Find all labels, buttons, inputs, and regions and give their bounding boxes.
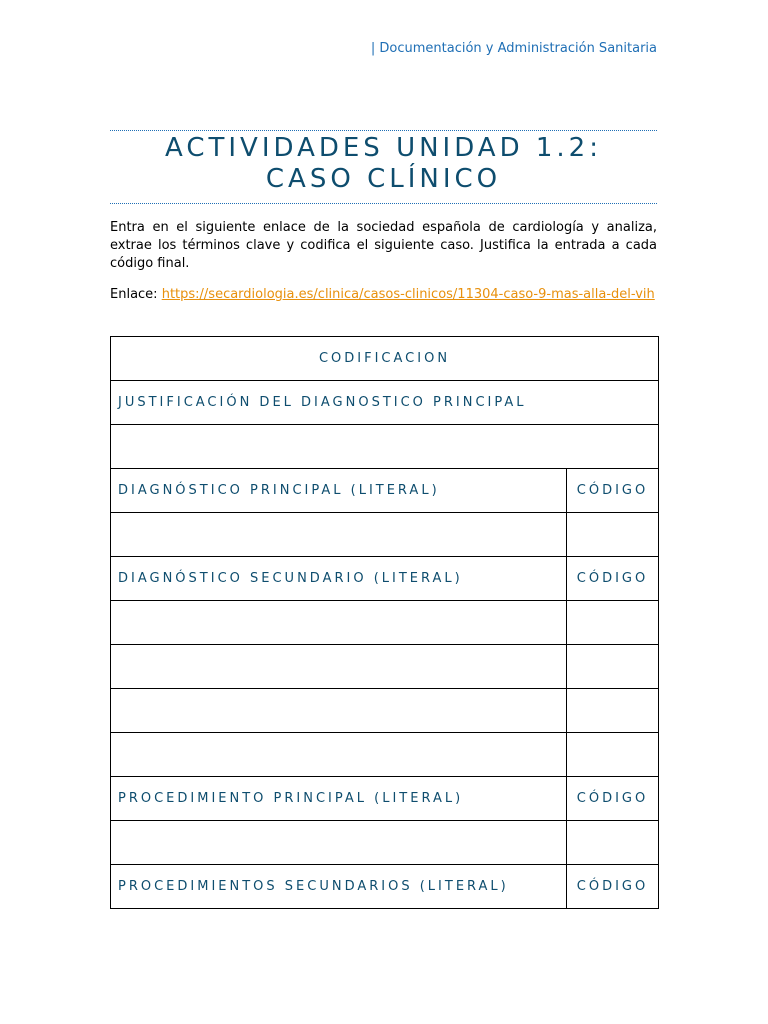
table-row [111,469,659,513]
code-cell[interactable] [567,601,659,645]
principal-procedure-cell[interactable] [111,821,567,865]
table-row [111,733,659,777]
secondary-diagnosis-cell[interactable] [111,689,567,733]
table-row [111,645,659,689]
secondary-diagnosis-cell[interactable] [111,733,567,777]
table-row [111,557,659,601]
intro-paragraph: Entra en el siguiente enlace de la sociedad española de cardiología y analiza, extrae los términos clave y codifica el siguiente caso. Justifica la entrada a cada código final. [110,220,657,271]
link-label: Enlace: [110,287,162,302]
page-title [110,130,657,204]
secondary-diagnosis-cell[interactable] [111,601,567,645]
link-paragraph [110,286,657,304]
document-header: | Documentación y Administración Sanitaria [370,41,657,56]
code-cell[interactable] [567,645,659,689]
case-link[interactable]: https://secardiologia.es/clinica/casos-clinicos/11304-caso-9-mas-alla-del-vih [161,287,655,302]
principal-diagnosis-cell[interactable] [111,513,567,557]
justification-label: JUSTIFICACIÓN DEL DIAGNOSTICO PRINCIPAL [111,381,659,425]
table-row [111,381,659,425]
page-title-line-1: ACTIVIDADES UNIDAD 1.2: [165,133,602,163]
table-row [111,601,659,645]
coding-heading: CODIFICACION [111,337,659,381]
table-row [111,777,659,821]
code-cell[interactable] [567,821,659,865]
code-label: CÓDIGO [567,777,659,821]
justification-cell[interactable] [111,425,659,469]
code-label: CÓDIGO [567,469,659,513]
code-cell[interactable] [567,513,659,557]
code-label: CÓDIGO [567,557,659,601]
secondary-procedures-label: PROCEDIMIENTOS SECUNDARIOS (LITERAL) [111,865,567,909]
secondary-diagnosis-cell[interactable] [111,645,567,689]
code-label: CÓDIGO [567,865,659,909]
table-row [111,821,659,865]
page-title-line-2: CASO CLÍNICO [265,164,502,194]
principal-diagnosis-label: DIAGNÓSTICO PRINCIPAL (LITERAL) [111,469,567,513]
code-cell[interactable] [567,689,659,733]
principal-procedure-label: PROCEDIMIENTO PRINCIPAL (LITERAL) [111,777,567,821]
coding-table [110,336,659,909]
table-row [111,425,659,469]
table-row [111,337,659,381]
code-cell[interactable] [567,733,659,777]
table-row [111,865,659,909]
secondary-diagnosis-label: DIAGNÓSTICO SECUNDARIO (LITERAL) [111,557,567,601]
table-row [111,689,659,733]
table-row [111,513,659,557]
